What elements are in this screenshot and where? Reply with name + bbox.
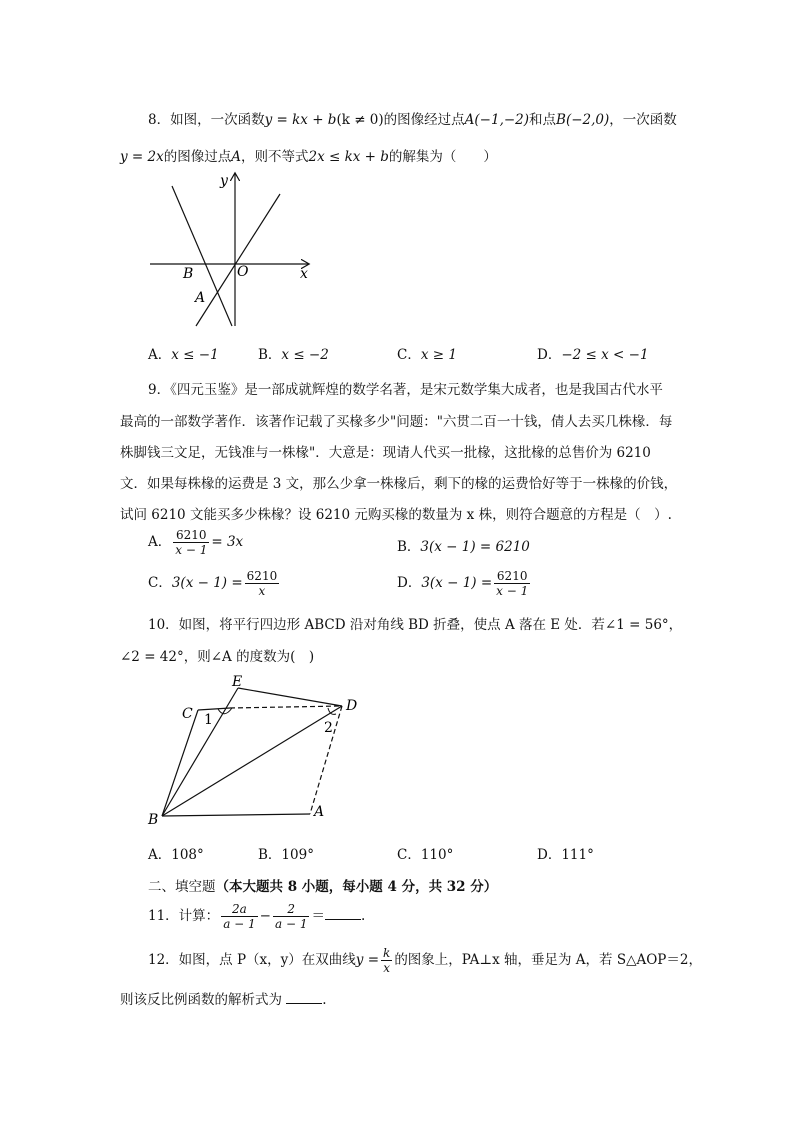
option-letter: D． xyxy=(537,347,562,363)
edge-be xyxy=(162,688,238,816)
option-letter: B． xyxy=(258,347,282,363)
line-2x xyxy=(196,194,280,326)
option-text: 110° xyxy=(420,847,454,863)
denominator: x xyxy=(383,961,391,975)
q12-answer-blank[interactable] xyxy=(286,991,322,1004)
y-axis-label: y xyxy=(220,173,228,189)
q10-graph xyxy=(140,668,380,833)
q11-operator: − xyxy=(259,908,271,924)
option-letter: A． xyxy=(148,534,172,550)
q10-option-d[interactable] xyxy=(537,843,594,863)
option-text: = 3x xyxy=(211,534,244,550)
q11-text: 11．计算： xyxy=(148,908,220,924)
q8-option-a[interactable] xyxy=(148,343,219,363)
numerator: 2 xyxy=(273,902,309,917)
option-text: 3(x − 1) = xyxy=(421,575,493,591)
point-b-label: B xyxy=(148,812,159,828)
denominator: x − 1 xyxy=(175,543,208,557)
q12-function: y = xyxy=(355,952,380,968)
q8-line1 xyxy=(148,108,677,128)
q11-fraction-2 xyxy=(273,902,309,931)
q9-option-d[interactable] xyxy=(397,569,532,598)
numerator: 6210 xyxy=(494,569,530,584)
option-text: 3(x − 1) = 6210 xyxy=(420,539,530,555)
numerator: 6210 xyxy=(173,528,209,543)
q8-function-2: y = 2x xyxy=(120,149,164,165)
q8-text: 的图像过点 xyxy=(163,149,232,165)
q8-function: y = kx + b xyxy=(264,112,337,128)
q9-line-1: 9．《四元玉鉴》是一部成就辉煌的数学名著，是宋元数学集大成者，也是我国古代水平 xyxy=(148,382,663,398)
option-letter: B． xyxy=(397,539,421,555)
q8-line2 xyxy=(120,145,497,165)
point-e-label: E xyxy=(232,674,243,690)
q9-line-4: 文．如果每株椽的运费是 3 文，那么少拿一株椽后，剩下的椽的运费恰好等于一株椽的价钱， xyxy=(120,476,678,492)
x-axis-label: x xyxy=(300,266,308,282)
q12-text: 12．如图，点 P（x，y）在双曲线 xyxy=(148,952,356,968)
q9-line-5: 试问 6210 文能买多少株椽？设 6210 元购买椽的数量为 x 株，则符合题意的方程是（ ）. xyxy=(120,507,672,523)
option-text: x ≥ 1 xyxy=(420,347,457,363)
option-letter: A． xyxy=(148,847,172,863)
q9-line-3: 株脚钱三文足，无钱准与一株椽"．大意是：现请人代买一批椽，这批椽的总售价为 6210 xyxy=(120,445,651,461)
denominator: a − 1 xyxy=(223,917,256,931)
q8-text: 和点 xyxy=(529,112,557,128)
q8-text: 的解集为（ ） xyxy=(388,149,497,165)
numerator: 6210 xyxy=(246,569,278,583)
section-note: （本大题共 8 小题，每小题 4 分，共 32 分） xyxy=(215,879,498,895)
fraction xyxy=(173,528,209,557)
option-letter: C． xyxy=(397,847,421,863)
point-a-label: A xyxy=(195,290,206,306)
q11-fraction-1 xyxy=(221,902,257,931)
option-text: 109° xyxy=(281,847,314,863)
q10-line-2: ∠2 = 42°，则∠A 的度数为( ) xyxy=(120,649,315,665)
q8-graph xyxy=(140,168,330,333)
q12-fraction xyxy=(381,946,392,975)
q8-text: ，则不等式 xyxy=(240,149,309,165)
q8-text: 8．如图，一次函数 xyxy=(148,112,265,128)
edge-ab xyxy=(162,814,310,816)
q12-line-1 xyxy=(148,946,702,975)
q10-option-b[interactable] xyxy=(258,843,314,863)
option-text: 108° xyxy=(171,847,204,863)
option-text: 3(x − 1) = xyxy=(171,575,243,591)
numerator: 2a xyxy=(221,902,257,917)
angle-1-label: 1 xyxy=(204,712,213,728)
q11-text: . xyxy=(360,908,366,924)
edge-bc xyxy=(162,710,198,816)
q8-condition: (k ≠ 0) xyxy=(336,112,384,128)
origin-label: O xyxy=(237,264,249,280)
q8-text: ，一次函数 xyxy=(609,112,677,128)
numerator: k xyxy=(383,946,391,960)
q12-line-2 xyxy=(120,988,327,1008)
q9-option-a[interactable] xyxy=(148,528,243,557)
q10-option-c[interactable] xyxy=(397,843,453,863)
edge-ed xyxy=(238,688,342,706)
option-text: −2 ≤ x < −1 xyxy=(561,347,649,363)
edge-f-d-dashed xyxy=(230,706,342,708)
option-letter: C． xyxy=(148,575,172,591)
angle-2-label: 2 xyxy=(324,720,333,736)
q9-option-c[interactable] xyxy=(148,569,281,598)
q8-point-label: A xyxy=(231,149,241,165)
q8-text: 的图像经过点 xyxy=(383,112,465,128)
diagonal-bd xyxy=(162,706,342,816)
option-text: x ≤ −2 xyxy=(281,347,329,363)
option-text: x ≤ −1 xyxy=(171,347,219,363)
denominator: x xyxy=(258,584,266,598)
section-2-heading xyxy=(148,875,497,895)
option-letter: A． xyxy=(148,347,172,363)
option-letter: C． xyxy=(397,347,421,363)
point-d-label: D xyxy=(346,698,358,714)
section-title: 二、填空题 xyxy=(148,879,216,895)
q11-text: ＝ xyxy=(311,908,325,924)
point-b-label: B xyxy=(183,266,194,282)
denominator: x − 1 xyxy=(496,584,529,598)
point-a-label: A xyxy=(314,804,325,820)
option-letter: D． xyxy=(397,575,422,591)
q11 xyxy=(148,902,365,931)
fraction xyxy=(245,569,280,598)
q8-point-a: A(−1,−2) xyxy=(464,112,530,128)
point-c-label: C xyxy=(182,706,193,722)
q9-line-2: 最高的一部数学著作．该著作记载了买椽多少"问题："六贯二百一十钱，倩人去买几株椽．每 xyxy=(120,414,673,430)
q11-answer-blank[interactable] xyxy=(325,907,361,920)
option-letter: B． xyxy=(258,847,282,863)
q8-option-c[interactable] xyxy=(397,343,457,363)
q10-option-a[interactable] xyxy=(148,843,204,863)
q8-option-d[interactable] xyxy=(537,343,649,363)
q8-point-b: B(−2,0) xyxy=(556,112,610,128)
q9-option-b[interactable] xyxy=(397,535,530,555)
q10-line-1: 10．如图，将平行四边形 ABCD 沿对角线 BD 折叠，使点 A 落在 E 处．若∠1 = 56°， xyxy=(148,617,683,633)
denominator: a − 1 xyxy=(274,917,308,931)
q8-option-b[interactable] xyxy=(258,343,329,363)
option-text: 111° xyxy=(561,847,594,863)
q8-inequality: 2x ≤ kx + b xyxy=(308,149,389,165)
option-letter: D． xyxy=(537,847,562,863)
q12-text: 则该反比例函数的解析式为 xyxy=(120,992,282,1008)
q12-text: 的图象上，PA⊥x 轴，垂足为 A，若 S△AOP＝2， xyxy=(394,952,702,968)
q12-text: . xyxy=(322,992,327,1008)
fraction xyxy=(494,569,530,598)
